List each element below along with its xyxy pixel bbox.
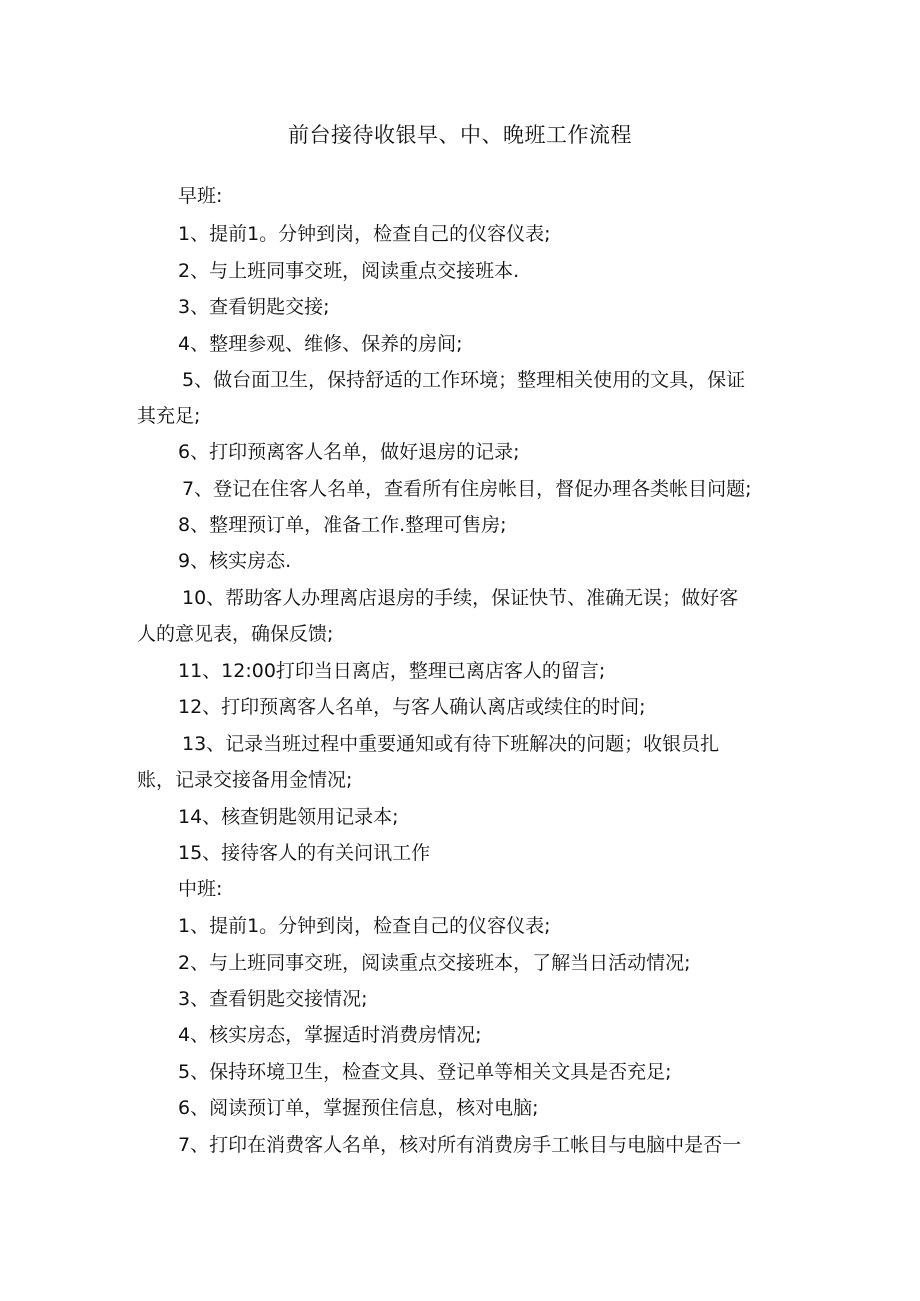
paragraph-line: 6、打印预离客人名单，做好退房的记录; <box>178 441 520 463</box>
section-heading-morning: 早班: <box>178 185 223 207</box>
paragraph-line: 14、核查钥匙领用记录本; <box>178 806 399 828</box>
paragraph-line: 10、帮助客人办理离店退房的手续，保证快节、准确无误；做好客 <box>182 587 739 609</box>
paragraph-line: 15、接待客人的有关问讯工作 <box>178 842 431 864</box>
paragraph-line: 8、整理预订单，准备工作.整理可售房; <box>178 514 507 536</box>
paragraph-line: 2、与上班同事交班，阅读重点交接班本. <box>178 260 520 282</box>
paragraph-line: 2、与上班同事交班，阅读重点交接班本，了解当日活动情况; <box>178 952 691 974</box>
paragraph-line: 3、查看钥匙交接; <box>178 296 330 318</box>
paragraph-line: 9、核实房态. <box>178 550 292 572</box>
document-title: 前台接待收银早、中、晚班工作流程 <box>288 123 632 147</box>
paragraph-line: 12、打印预离客人名单，与客人确认离店或续住的时间; <box>178 696 646 718</box>
paragraph-line: 13、记录当班过程中重要通知或有待下班解决的问题；收银员扎 <box>182 733 720 755</box>
paragraph-line: 4、整理参观、维修、保养的房间; <box>178 333 463 355</box>
paragraph-line: 1、提前1。分钟到岗，检查自己的仪容仪表; <box>178 915 551 937</box>
paragraph-line: 5、做台面卫生，保持舒适的工作环境；整理相关使用的文具，保证 <box>182 369 746 391</box>
paragraph-line: 7、登记在住客人名单，查看所有住房帐目，督促办理各类帐目问题; <box>182 478 752 500</box>
section-heading-middle: 中班: <box>178 878 223 900</box>
paragraph-line: 11、12:00打印当日离店，整理已离店客人的留言; <box>178 660 606 682</box>
paragraph-line: 其充足; <box>137 405 201 427</box>
paragraph-line: 1、提前1。分钟到岗，检查自己的仪容仪表; <box>178 223 551 245</box>
paragraph-line: 账，记录交接备用金情况; <box>137 769 353 791</box>
paragraph-line: 7、打印在消费客人名单，核对所有消费房手工帐目与电脑中是否一 <box>178 1134 742 1156</box>
paragraph-line: 人的意见表，确保反馈; <box>137 623 334 645</box>
paragraph-line: 5、保持环境卫生，检查文具、登记单等相关文具是否充足; <box>178 1061 672 1083</box>
paragraph-line: 4、核实房态，掌握适时消费房情况; <box>178 1024 482 1046</box>
paragraph-line: 6、阅读预订单，掌握预住信息，核对电脑; <box>178 1097 539 1119</box>
paragraph-line: 3、查看钥匙交接情况; <box>178 988 368 1010</box>
